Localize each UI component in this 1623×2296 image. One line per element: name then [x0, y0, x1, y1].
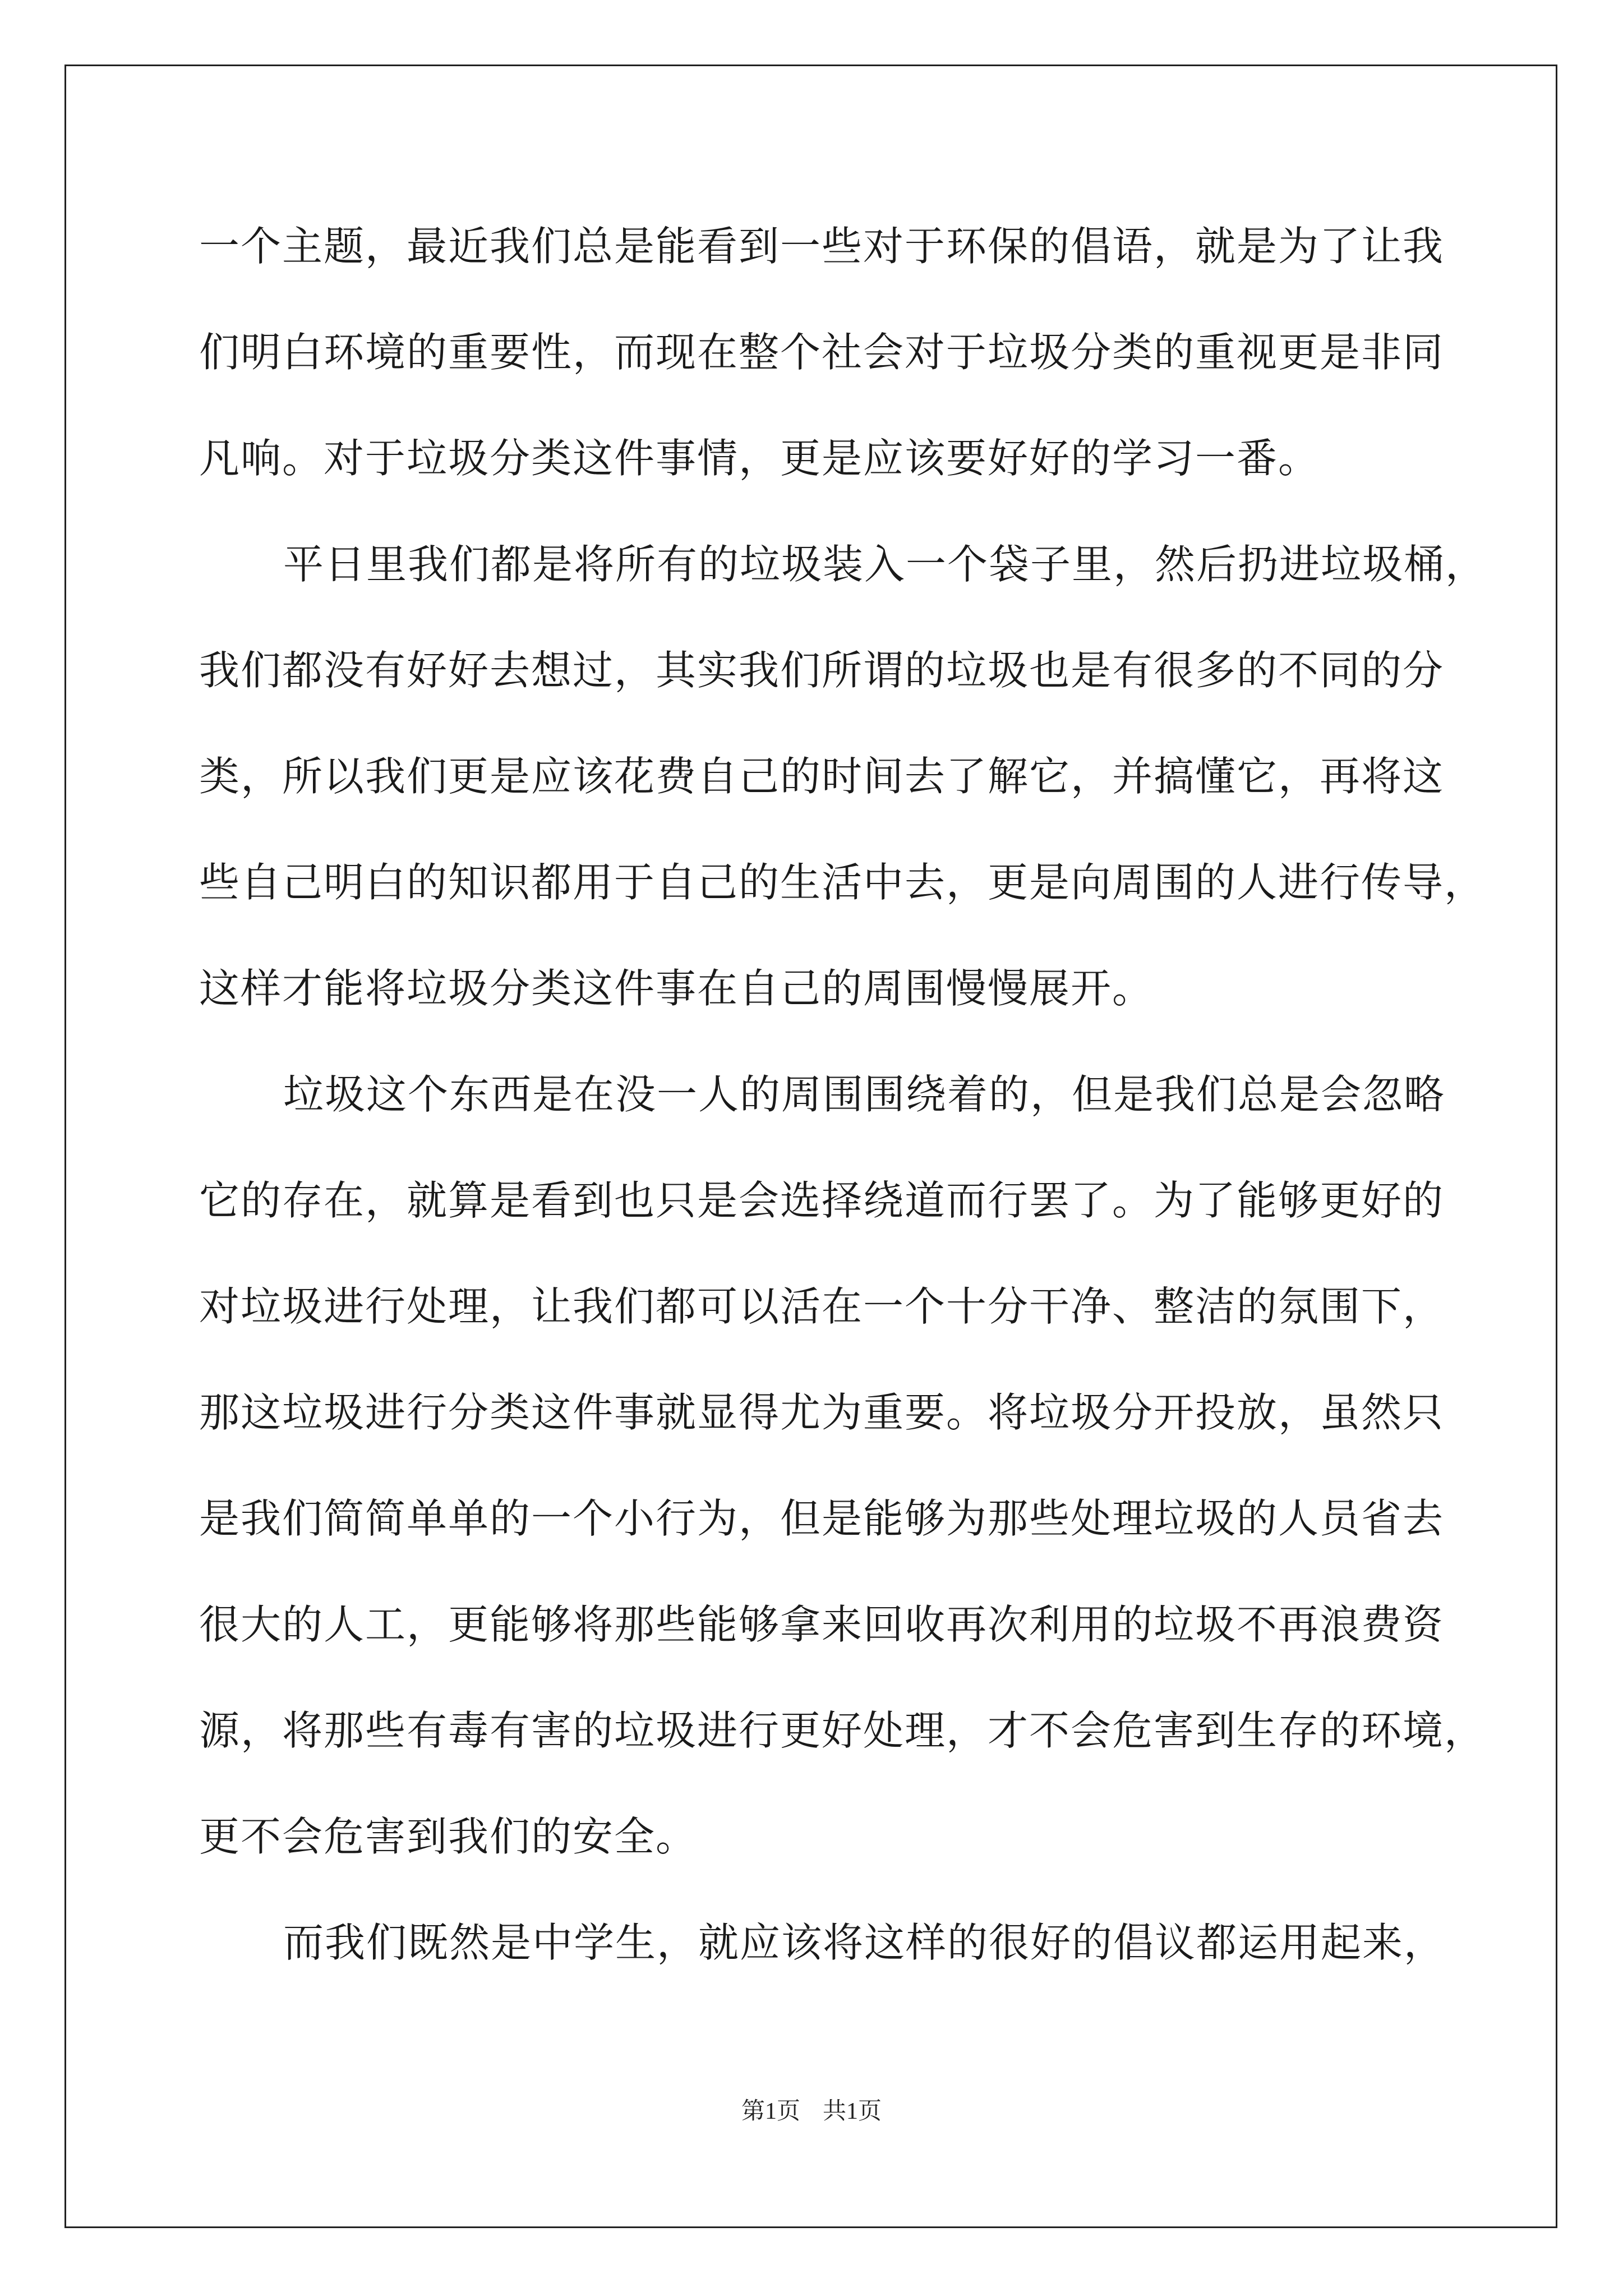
text-line: 而我们既然是中学生，就应该将这样的很好的倡议都运用起来，	[283, 1919, 1446, 1966]
text-line: 源，将那些有毒有害的垃圾进行更好处理，才不会危害到生存的环境，	[199, 1707, 1486, 1754]
text-line: 一个主题，最近我们总是能看到一些对于环保的倡语，就是为了让我	[199, 223, 1445, 270]
text-line: 我们都没有好好去想过，其实我们所谓的垃圾也是有很多的不同的分	[199, 647, 1445, 694]
paragraph-2	[199, 538, 1487, 1015]
paragraph-1	[199, 220, 1445, 485]
text-line: 那这垃圾进行分类这件事就显得尤为重要。将垃圾分开投放，虽然只	[199, 1389, 1445, 1436]
text-line: 类，所以我们更是应该花费自己的时间去了解它，并搞懂它，再将这	[199, 753, 1445, 800]
paragraph-4	[199, 1916, 1446, 1969]
text-line: 凡响。对于垃圾分类这件事情，更是应该要好好的学习一番。	[199, 435, 1320, 482]
text-line: 它的存在，就算是看到也只是会选择绕道而行罢了。为了能够更好的	[199, 1177, 1445, 1224]
text-line: 很大的人工，更能够将那些能够拿来回收再次利用的垃圾不再浪费资	[199, 1601, 1445, 1648]
text-line: 们明白环境的重要性，而现在整个社会对于垃圾分类的重视更是非同	[199, 329, 1445, 376]
page-number-current: 第1页	[741, 2099, 800, 2124]
text-line: 垃圾这个东西是在没一人的周围围绕着的，但是我们总是会忽略	[283, 1071, 1446, 1118]
page-footer	[0, 2092, 1623, 2126]
paragraph-3	[199, 1068, 1486, 1863]
text-line: 些自己明白的知识都用于自己的生活中去，更是向周围的人进行传导，	[199, 859, 1486, 906]
page-number-total: 共1页	[823, 2099, 882, 2124]
text-line: 平日里我们都是将所有的垃圾装入一个袋子里，然后扔进垃圾桶，	[283, 541, 1487, 588]
text-line: 更不会危害到我们的安全。	[199, 1813, 698, 1860]
text-line: 对垃圾进行处理，让我们都可以活在一个十分干净、整洁的氛围下，	[199, 1283, 1445, 1330]
text-line: 是我们简简单单的一个小行为，但是能够为那些处理垃圾的人员省去	[199, 1495, 1445, 1542]
document-body	[199, 220, 1487, 2022]
text-line: 这样才能将垃圾分类这件事在自己的周围慢慢展开。	[199, 965, 1154, 1012]
